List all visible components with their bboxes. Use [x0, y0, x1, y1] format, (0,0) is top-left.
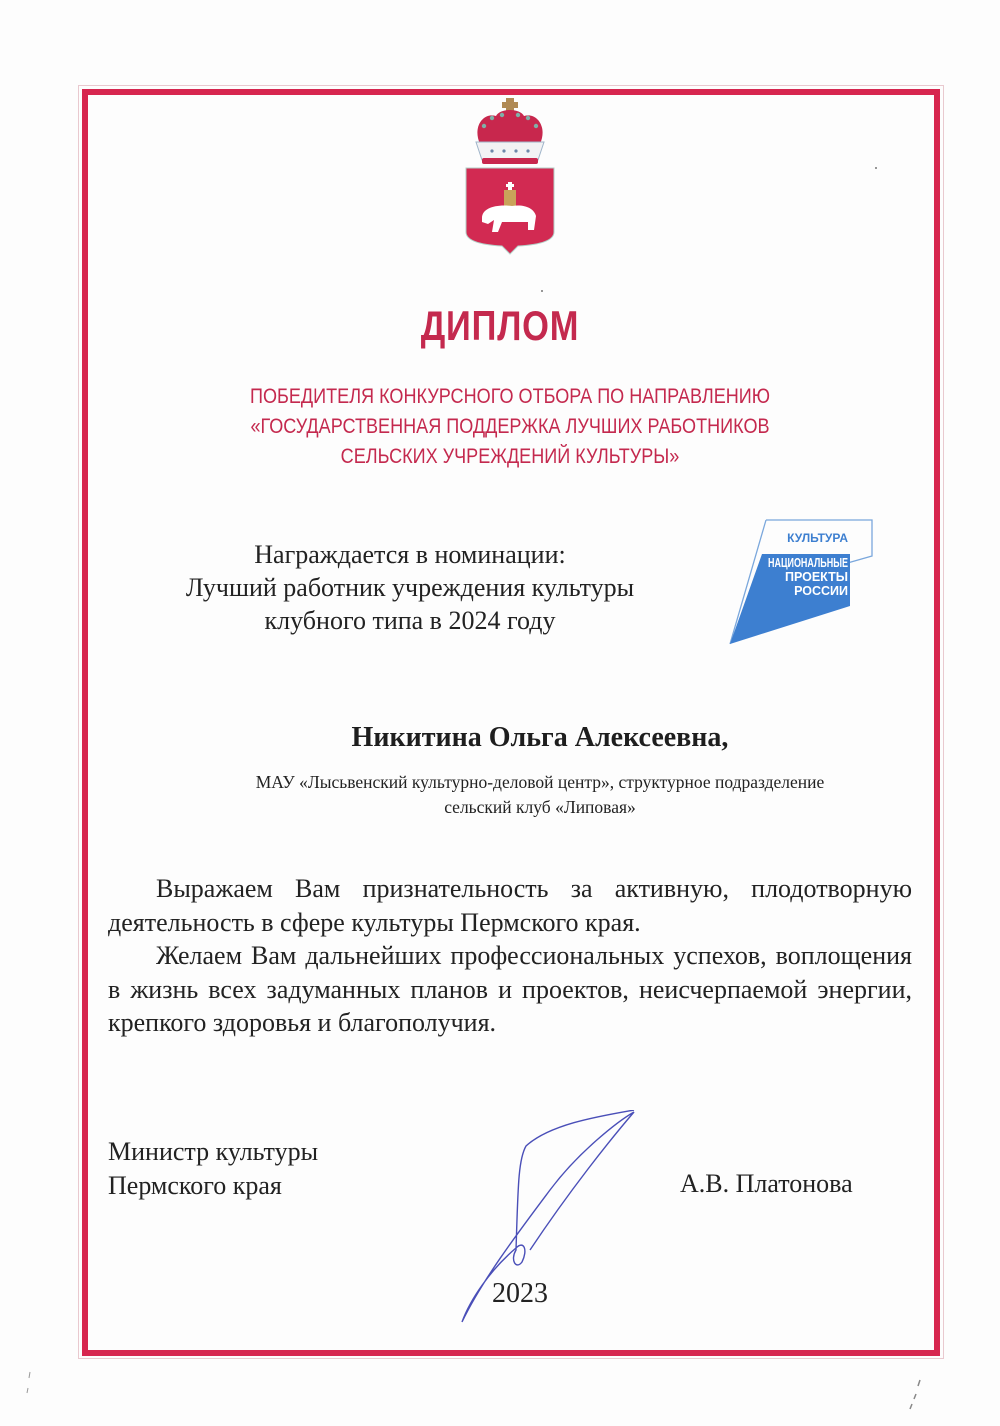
subtitle-line: «ГОСУДАРСТВЕННАЯ ПОДДЕРЖКА ЛУЧШИХ РАБОТНИКОВ	[250, 415, 770, 438]
organization-line: сельский клуб «Липовая»	[444, 797, 636, 817]
recipient-name: Никитина Ольга Алексеевна,	[351, 722, 729, 753]
shield-icon	[466, 168, 554, 254]
body-paragraph: Желаем Вам дальнейших профессиональных успехов, воплощения в жизнь всех задуманных планов и проектов, неисчерпаемой энергии, крепкого здоровья и благополучия.	[108, 941, 912, 1037]
signatory-title-line: Министр культуры	[108, 1137, 319, 1166]
logo-line: НАЦИОНАЛЬНЫЕ	[768, 556, 848, 570]
national-projects-logo	[726, 514, 876, 646]
diploma-subtitle	[100, 382, 920, 472]
crown-icon	[476, 98, 544, 164]
coat-of-arms-emblem	[462, 96, 558, 256]
signatory-name: А.В. Платонова	[680, 1169, 853, 1198]
logo-line: РОССИИ	[794, 584, 848, 598]
recipient-organization	[190, 770, 890, 820]
logo-top-label: КУЛЬТУРА	[787, 531, 848, 545]
nomination-line: клубного типа в 2024 году	[264, 606, 556, 635]
diploma-title: ДИПЛОМ	[420, 302, 580, 349]
document-year: 2023	[492, 1278, 548, 1309]
nomination-line: Награждается в номинации:	[254, 540, 566, 569]
nomination-block	[110, 538, 710, 637]
nomination-line: Лучший работник учреждения культуры	[185, 573, 635, 602]
signatory-title-line: Пермского края	[108, 1171, 282, 1200]
body-paragraph: Выражаем Вам признательность за активную, плодотворную деятельность в сфере культуры Пермского края.	[108, 874, 912, 937]
congratulation-text	[108, 872, 912, 1040]
subtitle-line: ПОБЕДИТЕЛЯ КОНКУРСНОГО ОТБОРА ПО НАПРАВЛЕНИЮ	[249, 385, 771, 408]
subtitle-line: СЕЛЬСКИХ УЧРЕЖДЕНИЙ КУЛЬТУРЫ»	[340, 445, 680, 468]
logo-line: ПРОЕКТЫ	[784, 570, 848, 584]
organization-line: МАУ «Лысьвенский культурно-деловой центр», структурное подразделение	[255, 772, 825, 792]
signatory-title	[108, 1135, 318, 1203]
